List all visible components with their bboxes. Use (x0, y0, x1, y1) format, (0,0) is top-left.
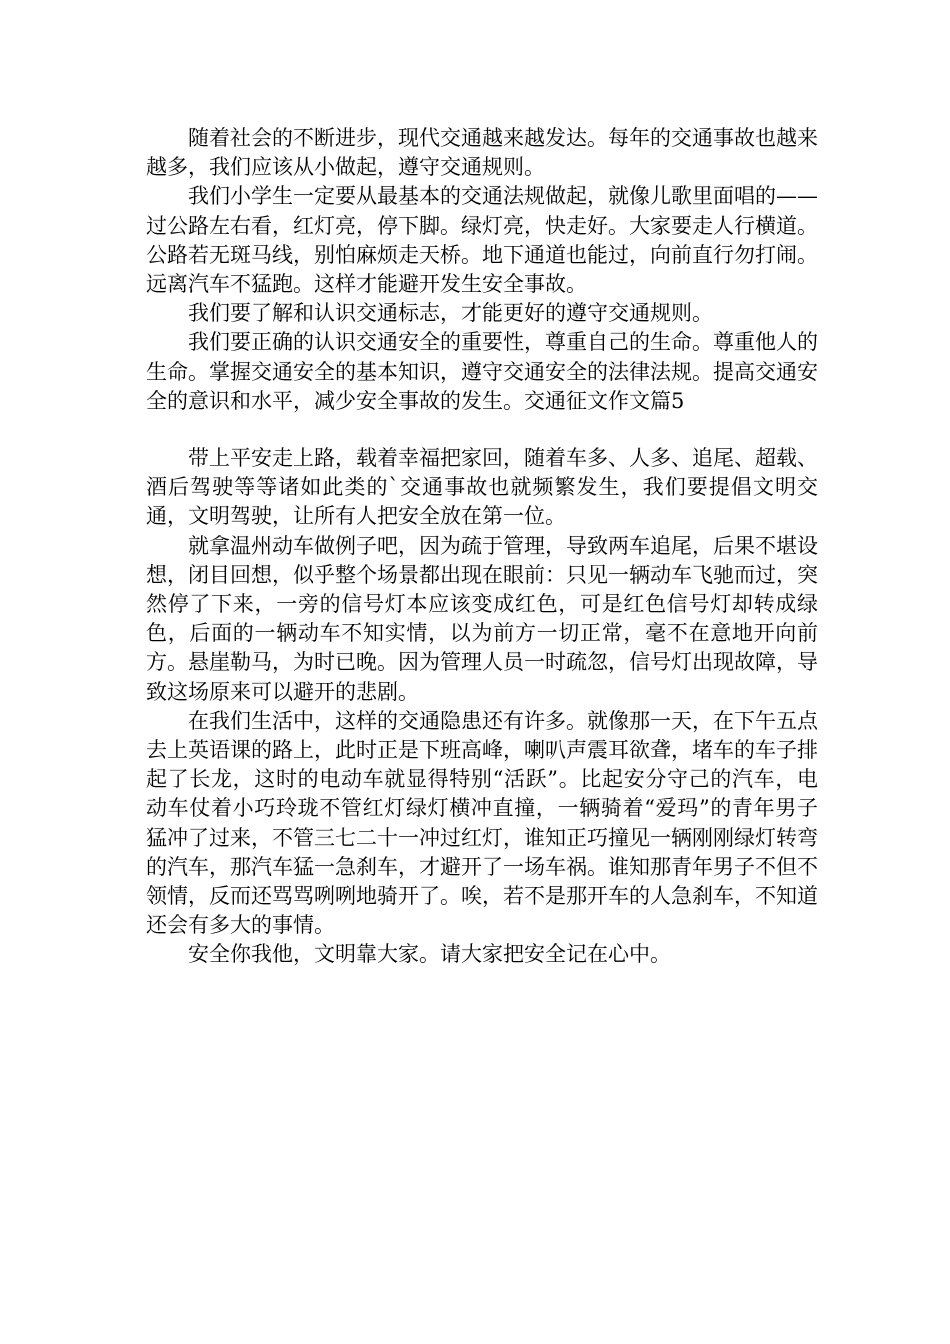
paragraph: 随着社会的不断进步，现代交通越来越发达。每年的交通事故也越来越多，我们应该从小做起，遵守交通规则。 (146, 126, 818, 180)
paragraph: 我们小学生一定要从最基本的交通法规做起，就像儿歌里面唱的——过公路左右看，红灯亮，停下脚。绿灯亮，快走好。大家要走人行横道。公路若无斑马线，别怕麻烦走天桥。地下通道也能过，向前直行勿打闹。远离汽车不猛跑。这样才能避开发生安全事故。 (146, 184, 818, 297)
paragraph: 带上平安走上路，载着幸福把家回，随着车多、人多、追尾、超载、酒后驾驶等等诸如此类的`交通事故也就频繁发生，我们要提倡文明交通，文明驾驶，让所有人把安全放在第一位。 (146, 446, 818, 529)
paragraph: 在我们生活中，这样的交通隐患还有许多。就像那一天，在下午五点去上英语课的路上，此时正是下班高峰，喇叭声震耳欲聋，堵车的车子排起了长龙，这时的电动车就显得特别“活跃”。比起安分守己的汽车，电动车仗着小巧玲珑不管红灯绿灯横冲直撞，一辆骑着“爱玛”的青年男子猛冲了过来，不管三七二十一冲过红灯，谁知正巧撞见一辆刚刚绿灯转弯的汽车，那汽车猛一急刹车，才避开了一场车祸。谁知那青年男子不但不领情，反而还骂骂咧咧地骑开了。唉，若不是那开车的人急刹车，不知道还会有多大的事情。 (146, 708, 818, 938)
paragraph: 就拿温州动车做例子吧，因为疏于管理，导致两车追尾，后果不堪设想，闭目回想，似乎整个场景都出现在眼前：只见一辆动车飞驰而过，突然停了下来，一旁的信号灯本应该变成红色，可是红色信号灯却转成绿色，后面的一辆动车不知实情，以为前方一切正常，毫不在意地开向前方。悬崖勒马，为时已晚。因为管理人员一时疏忽，信号灯出现故障，导致这场原来可以避开的悲剧。 (146, 533, 818, 704)
essay-section-1 (146, 124, 818, 416)
paragraph: 安全你我他，文明靠大家。请大家把安全记在心中。 (188, 942, 671, 967)
essay-section-2 (146, 444, 818, 970)
paragraph: 我们要了解和认识交通标志，才能更好的遵守交通规则。 (188, 301, 713, 326)
paragraph: 我们要正确的认识交通安全的重要性，尊重自己的生命。尊重他人的生命。掌握交通安全的基本知识，遵守交通安全的法律法规。提高交通安全的意识和水平，减少安全事故的发生。交通征文作文篇5 (146, 330, 818, 413)
